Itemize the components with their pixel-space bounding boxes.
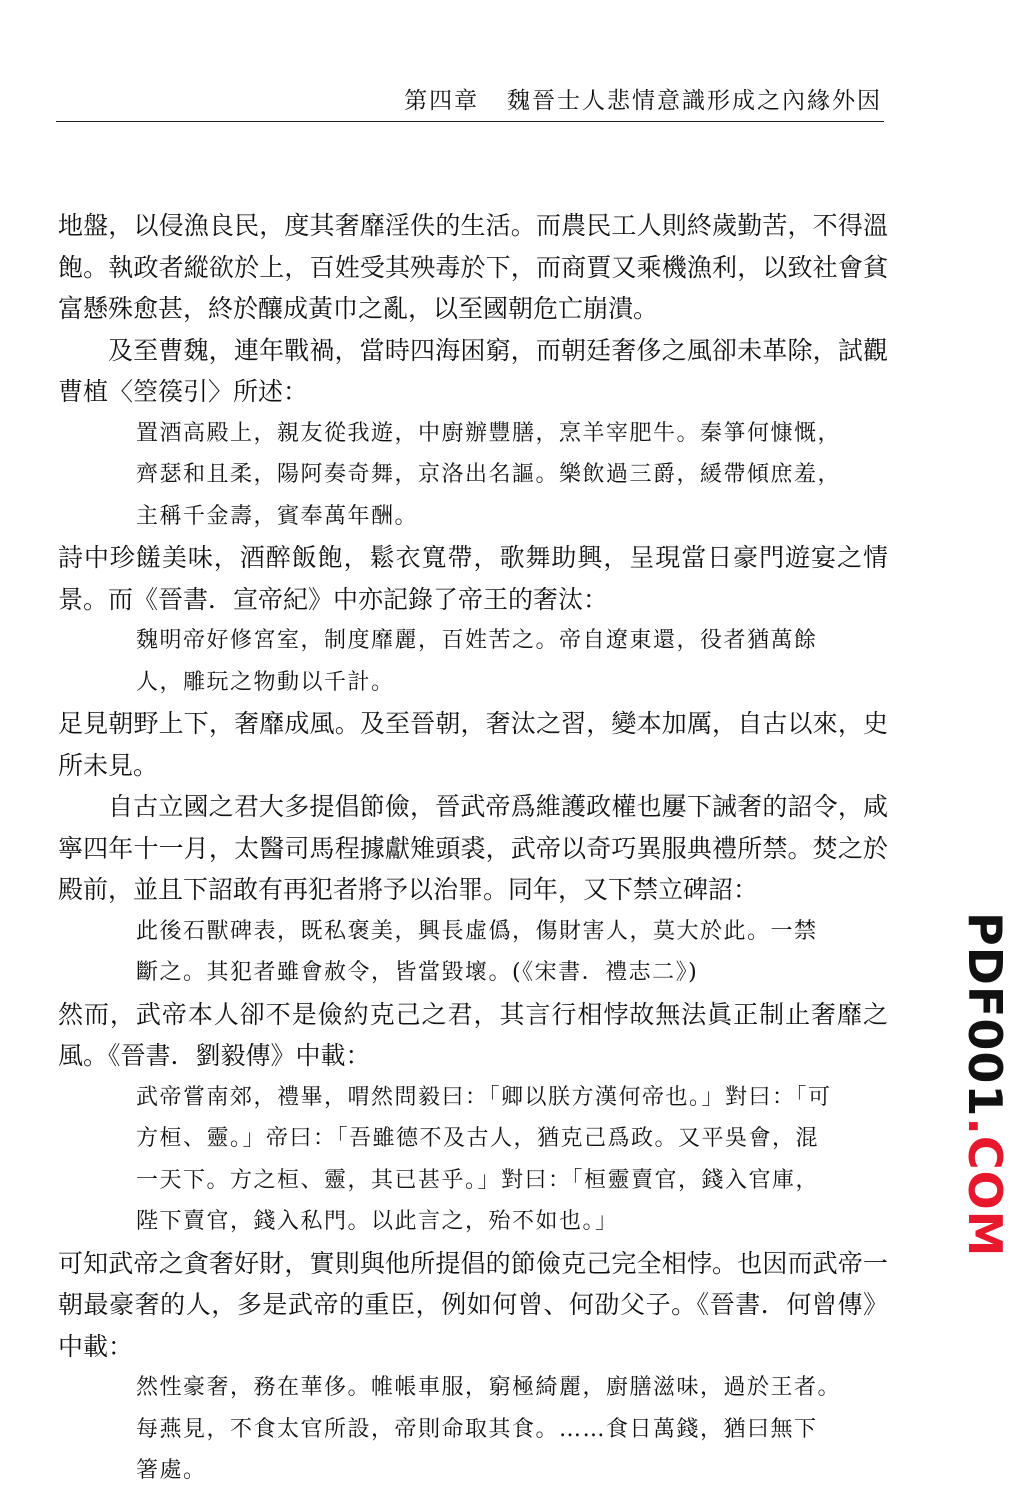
quote-line: 此後石獸碑表，既私褒美，興長虛僞，傷財害人，莫大於此。一禁 xyxy=(136,918,818,944)
paragraph-4: 足見朝野上下，奢靡成風。及至晉朝，奢汰之習，變本加厲，自古以來，史所未見。 xyxy=(58,709,888,780)
quote-line: 武帝嘗南郊，禮畢，喟然問毅曰：「卿以朕方漢何帝也。」對曰：「可 xyxy=(136,1084,832,1110)
paragraph-3: 詩中珍饈美味，酒醉飯飽，鬆衣寬帶，歌舞助興，呈現當日豪門遊宴之情景。而《晉書．宣帝紀》中亦記錄了帝王的奢汰： xyxy=(58,543,888,614)
paragraph-2: 及至曹魏，連年戰禍，當時四海困窮，而朝廷奢侈之風卻未革除，試觀曹植〈箜篌引〉所述： xyxy=(58,335,888,406)
watermark xyxy=(942,912,1022,1258)
running-header xyxy=(58,82,882,115)
page-body xyxy=(58,205,888,1492)
quote-line: 一天下。方之桓、靈，其已甚乎。」對曰：「桓靈賣官，錢入官庫， xyxy=(136,1167,820,1193)
paragraph-1: 地盤，以侵漁良民，度其奢靡淫佚的生活。而農民工人則終歲勤苦，不得溫飽。執政者縱欲於上，百姓受其殃毒於下，而商賈又乘機漁利，以致社會貧富懸殊愈甚，終於釀成黃巾之亂，以至國朝危亡崩潰。 xyxy=(58,211,888,323)
paragraph-5: 自古立國之君大多提倡節儉，晉武帝爲維護政權也屢下誡奢的詔令，咸寧四年十一月，太醫司馬程據獻雉頭裘，武帝以奇巧異服典禮所禁。焚之於殿前，並且下詔敢有再犯者將予以治罪。同年，又下禁立碑詔： xyxy=(58,792,888,904)
quote-line: 箸處。 xyxy=(136,1458,207,1483)
quote-xuandiji xyxy=(58,620,888,703)
quote-line: 方桓、靈。」帝曰：「吾雖德不及古人，猶克己爲政。又平吳會，混 xyxy=(136,1126,820,1151)
paragraph-7: 可知武帝之貪奢好財，實則與他所提倡的節儉克己完全相悖。也因而武帝一朝最豪奢的人，多是武帝的重臣，例如何曾、何劭父子。《晉書．何曾傳》中載： xyxy=(58,1248,888,1361)
quote-line: 陛下賣官，錢入私門。以此言之，殆不如也。」 xyxy=(136,1209,619,1234)
quote-line: 主稱千金壽，賓奉萬年酬。 xyxy=(136,503,419,529)
watermark-part-2: .COM xyxy=(958,1117,1012,1258)
quote-kongHouYin xyxy=(58,413,888,538)
paragraph-6: 然而，武帝本人卻不是儉約克己之君，其言行相悖故無法眞正制止奢靡之風。《晉書．劉毅傳》中載： xyxy=(58,999,888,1070)
quote-hezengzhuan xyxy=(58,1367,888,1492)
header-rule xyxy=(56,121,884,122)
watermark-part-1: PDF001 xyxy=(958,912,1012,1118)
quote-line: 斷之。其犯者雖會赦令，皆當毀壞。(《宋書．禮志二》) xyxy=(136,960,699,985)
quote-liuyizhuan xyxy=(58,1077,888,1243)
watermark-text xyxy=(958,912,1012,1257)
quote-line: 每燕見，不食太官所設，帝則命取其食。……食日萬錢，猶曰無下 xyxy=(136,1416,818,1442)
quote-line: 然性豪奢，務在華侈。帷帳車服，窮極綺麗，廚膳滋味，過於王者。 xyxy=(136,1375,842,1400)
quote-line: 齊瑟和且柔，陽阿奏奇舞，京洛出名謳。樂飲過三爵，緩帶傾庶羞， xyxy=(136,462,842,487)
quote-line: 人，雕玩之物動以千計。 xyxy=(136,669,395,695)
quote-line: 置酒高殿上，親友從我遊，中廚辦豐膳，烹羊宰肥牛。秦箏何慷慨， xyxy=(136,420,842,446)
header-title: 魏晉士人悲情意識形成之內緣外因 xyxy=(507,88,882,114)
header-chapter: 第四章 xyxy=(404,88,480,114)
quote-line: 魏明帝好修宮室，制度靡麗，百姓苦之。帝自遼東還，役者猶萬餘 xyxy=(136,628,818,653)
quote-lizhi xyxy=(58,911,888,994)
